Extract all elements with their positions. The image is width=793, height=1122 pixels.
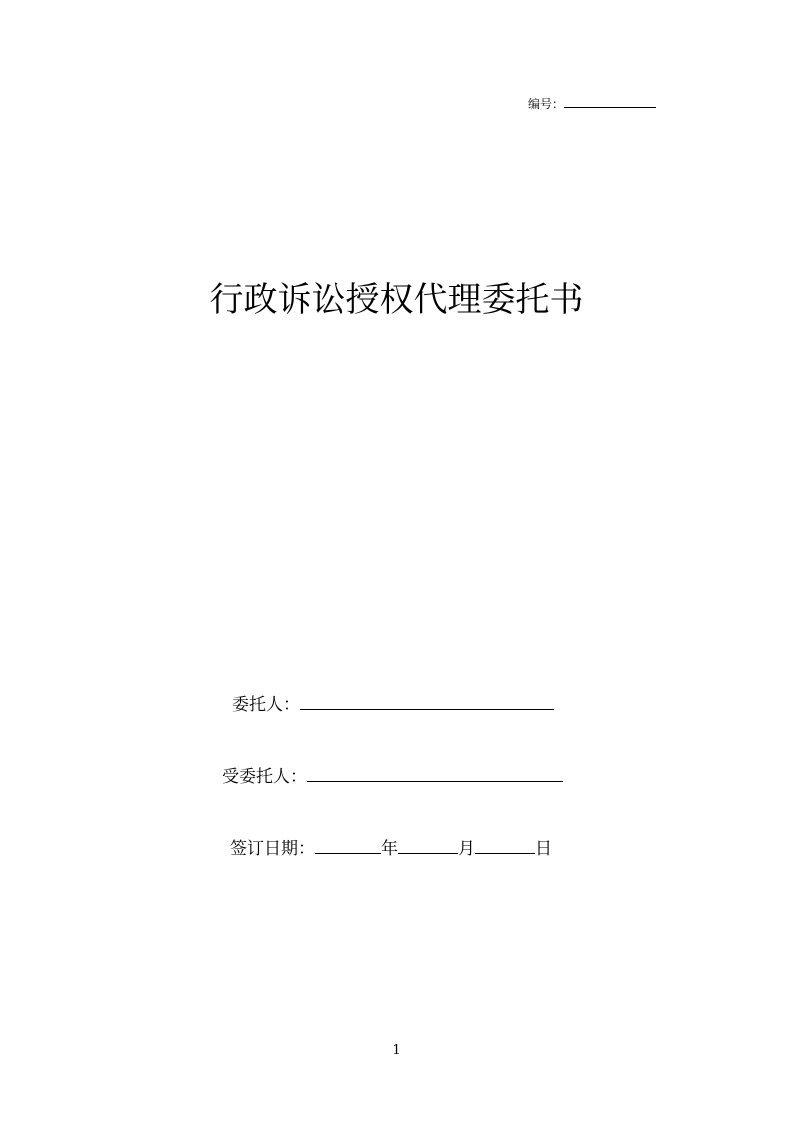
document-number-label: 编号： (528, 97, 565, 111)
principal-label: 委托人： (232, 695, 300, 715)
year-label: 年 (381, 839, 398, 859)
year-blank (315, 836, 381, 854)
day-label: 日 (535, 839, 552, 859)
agent-label: 受委托人： (222, 767, 307, 787)
page-number: 1 (392, 1043, 401, 1058)
signing-date-label: 签订日期： (230, 839, 315, 859)
day-blank (475, 836, 535, 854)
document-number-blank (564, 95, 656, 108)
month-blank (398, 836, 458, 854)
signing-date-field (230, 836, 552, 862)
document-title: 行政诉讼授权代理委托书 (209, 280, 584, 320)
principal-blank (300, 692, 554, 710)
principal-field (232, 692, 554, 718)
agent-field (222, 764, 563, 790)
document-number (528, 95, 656, 113)
month-label: 月 (458, 839, 475, 859)
agent-blank (307, 764, 563, 782)
